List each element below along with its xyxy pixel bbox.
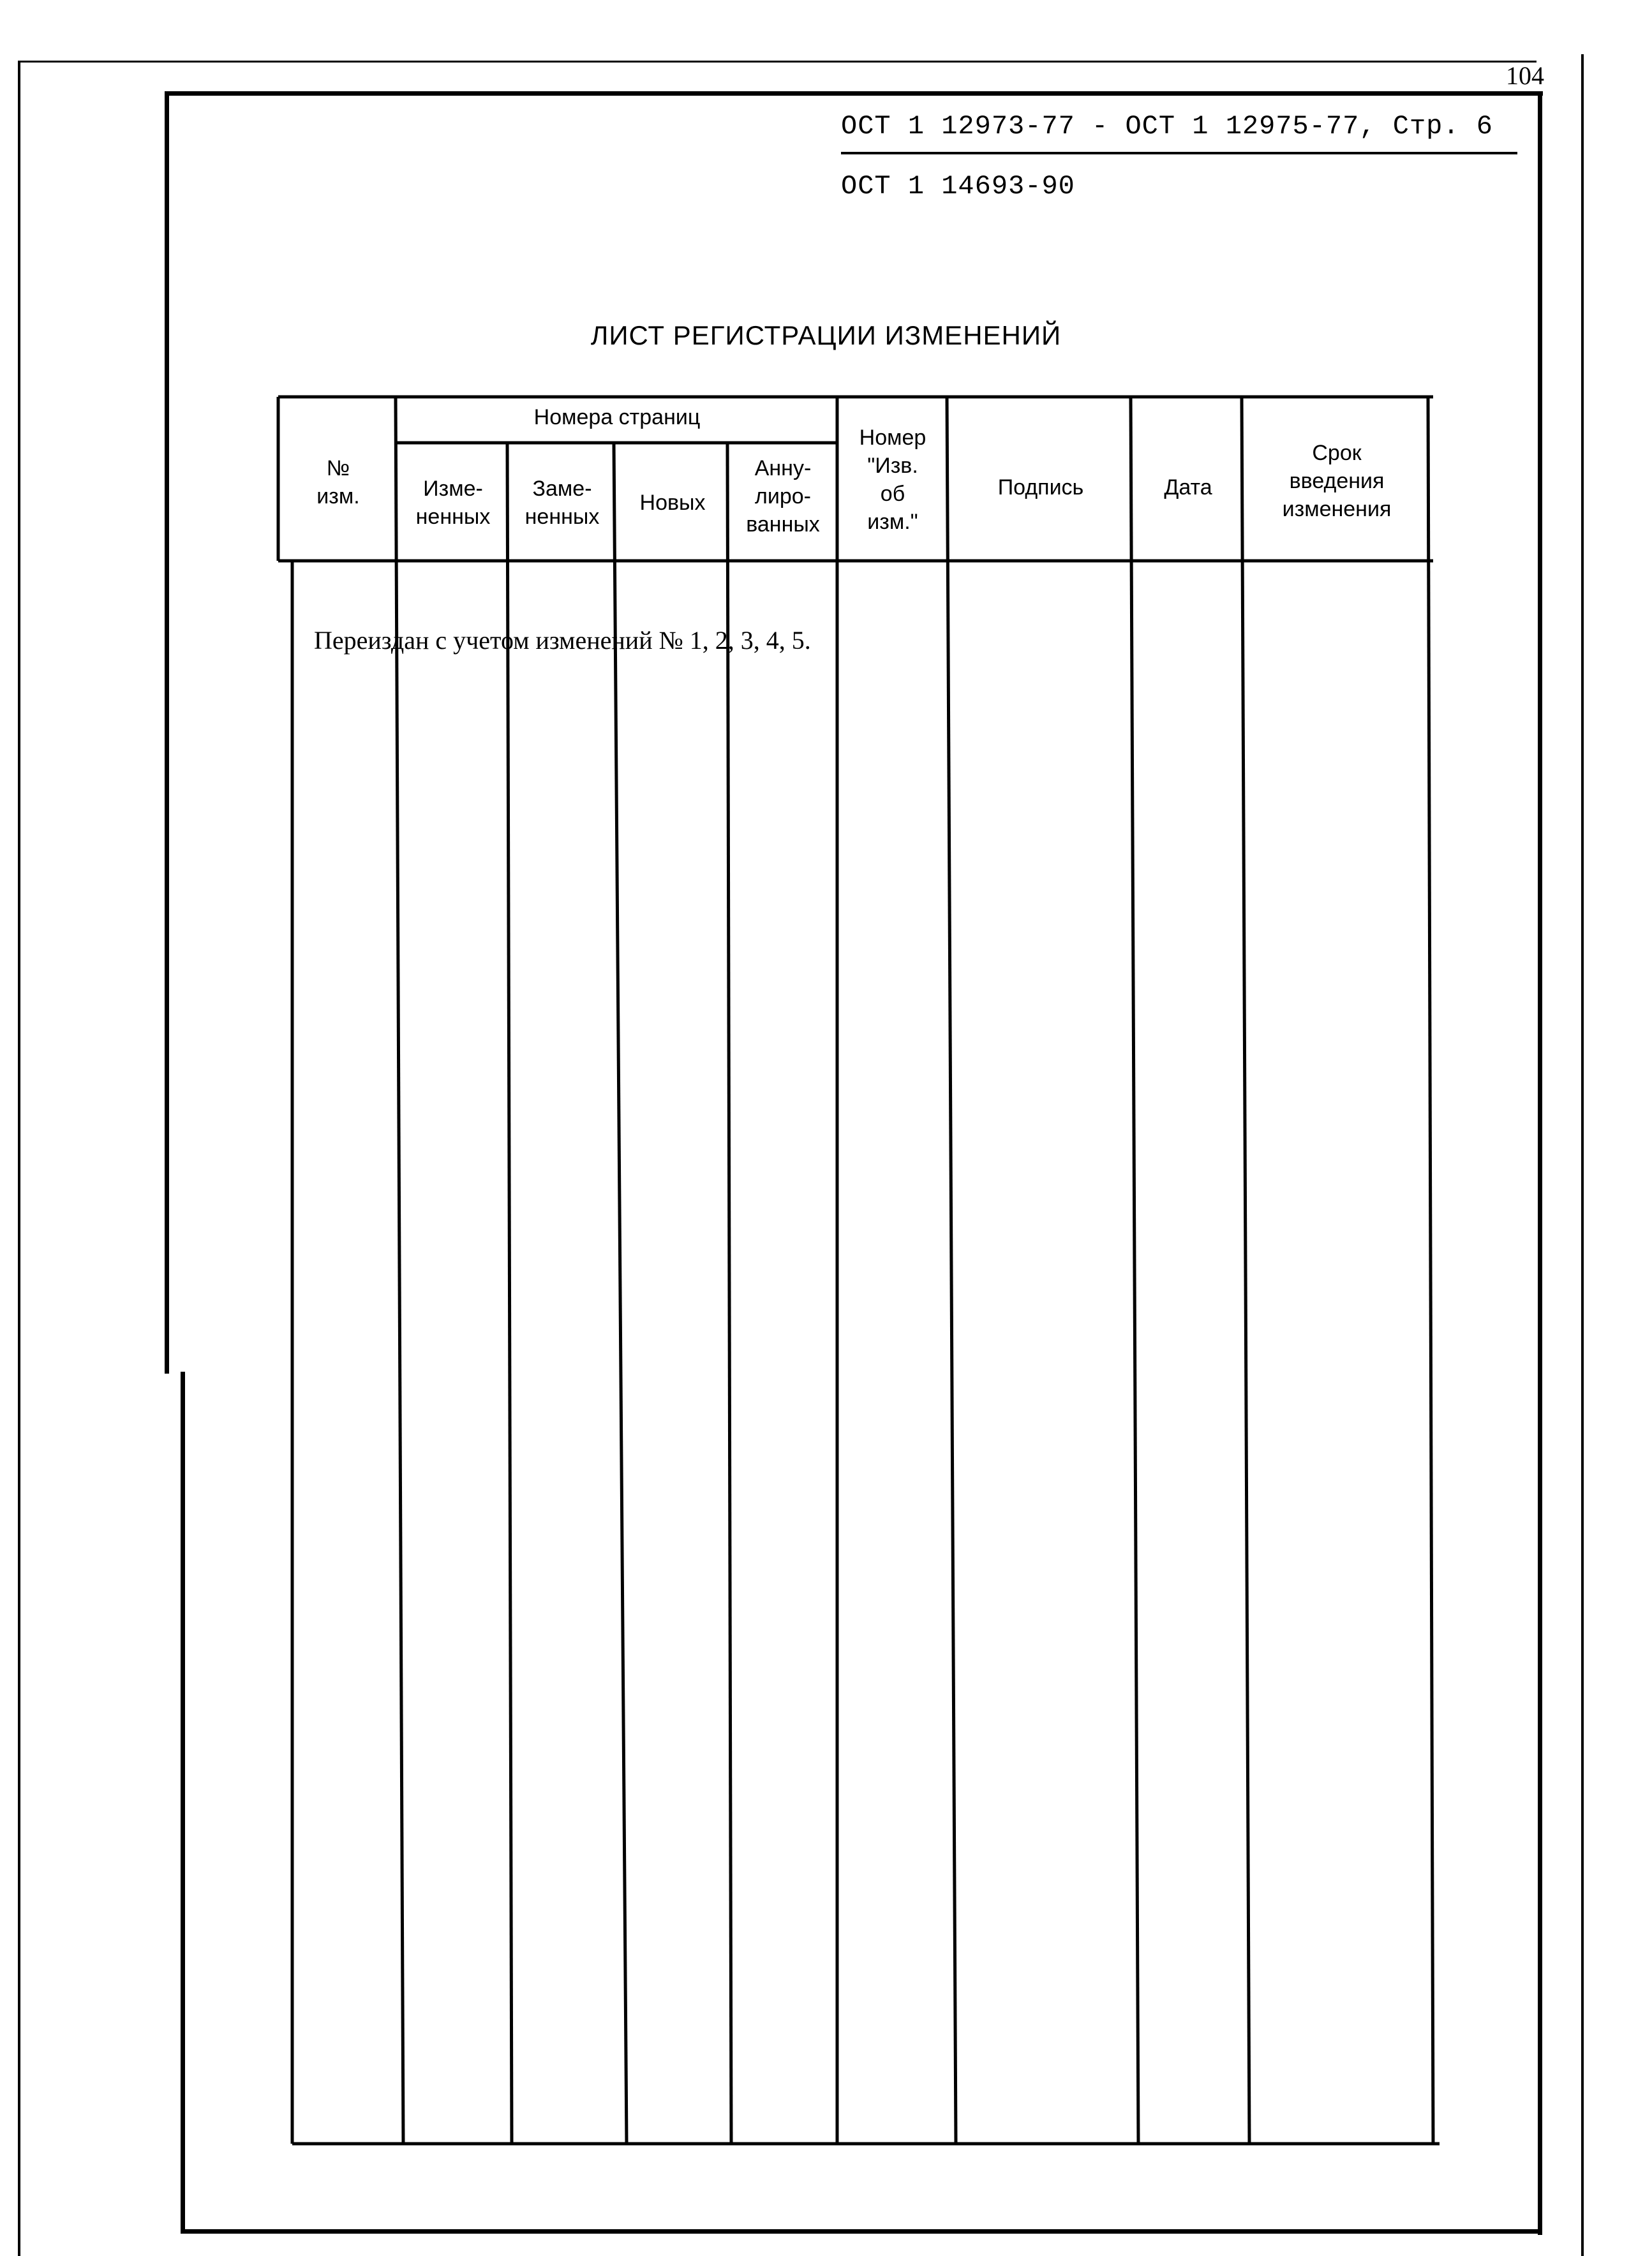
header-replaced-pages: Заме- ненных: [525, 477, 600, 529]
sheet-title: ЛИСТ РЕГИСТРАЦИИ ИЗМЕНЕНИЙ: [590, 320, 1062, 350]
header-page-numbers-group: Номера страниц: [533, 405, 701, 429]
column-line-6: [947, 397, 956, 2144]
column-line-2: [507, 443, 512, 2144]
header-change-number: № изм.: [316, 456, 360, 508]
table-right-line: [1428, 397, 1433, 2144]
header-notice-number: Номер "Изв. об изм.": [859, 426, 926, 534]
header-changed-pages: Изме- ненных: [415, 477, 491, 529]
reissue-note: Переиздан с учетом изменений № 1, 2, 3, 4, 5.: [314, 626, 811, 655]
column-line-1: [396, 397, 403, 2144]
column-line-8: [1242, 397, 1249, 2144]
header-signature: Подпись: [997, 475, 1084, 500]
header-date: Дата: [1164, 475, 1212, 500]
page-number: 104: [1506, 61, 1544, 90]
document-designation-primary: ОСТ 1 12973-77 - ОСТ 1 12975-77, Стр. 6: [841, 111, 1493, 142]
header-new-pages: Новых: [639, 491, 706, 515]
column-line-7: [1131, 397, 1138, 2144]
column-line-3: [614, 443, 627, 2144]
header-effective-date: Срок введения изменения: [1282, 441, 1392, 521]
header-annulled-pages: Анну- лиро- ванных: [746, 456, 820, 537]
column-line-4: [727, 443, 731, 2144]
document-designation-secondary: ОСТ 1 14693-90: [841, 171, 1075, 202]
